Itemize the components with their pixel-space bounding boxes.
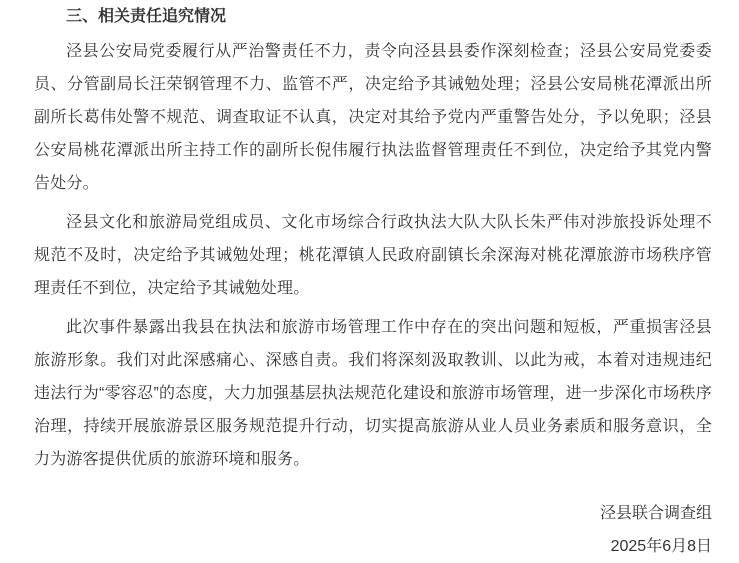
date-line: 2025年6月8日: [610, 538, 712, 555]
paragraph-responsibility-police: 泾县公安局党委履行从严治警责任不力，责令向泾县县委作深刻检查；泾县公安局党委委员、分管副局长汪荣钢管理不力、监管不严，决定给予其诫勉处理；泾县公安局桃花潭派出所副所长葛伟处警不规范、调查取证不认真，决定对其给予党内严重警告处分，予以免职；泾县公安局桃花潭派出所主持工作的副所长倪伟履行执法监督管理责任不到位，决定给予其党内警告处分。: [34, 43, 712, 192]
signature-line: 泾县联合调查组: [599, 505, 712, 522]
section-heading: 三、相关责任追究情况: [66, 8, 227, 25]
paragraph-responsibility-culture-tourism: 泾县文化和旅游局党组成员、文化市场综合行政执法大队大队长朱严伟对涉旅投诉处理不规范不及时，决定给予其诫勉处理；桃花潭镇人民政府副镇长余深海对桃花潭旅游市场秩序管理责任不到位，决定给予其诫勉处理。: [34, 214, 712, 297]
paragraph-reflection-measures: 此次事件暴露出我县在执法和旅游市场管理工作中存在的突出问题和短板，严重损害泾县旅游形象。我们对此深感痛心、深感自责。我们将深刻汲取教训、以此为戒，本着对违规违纪违法行为“零容忍”的态度，大力加强基层执法规范化建设和旅游市场管理，进一步深化市场秩序治理，持续开展旅游景区服务规范提升行动，切实提高旅游从业人员业务素质和服务意识，全力为游客提供优质的旅游环境和服务。: [34, 319, 712, 468]
